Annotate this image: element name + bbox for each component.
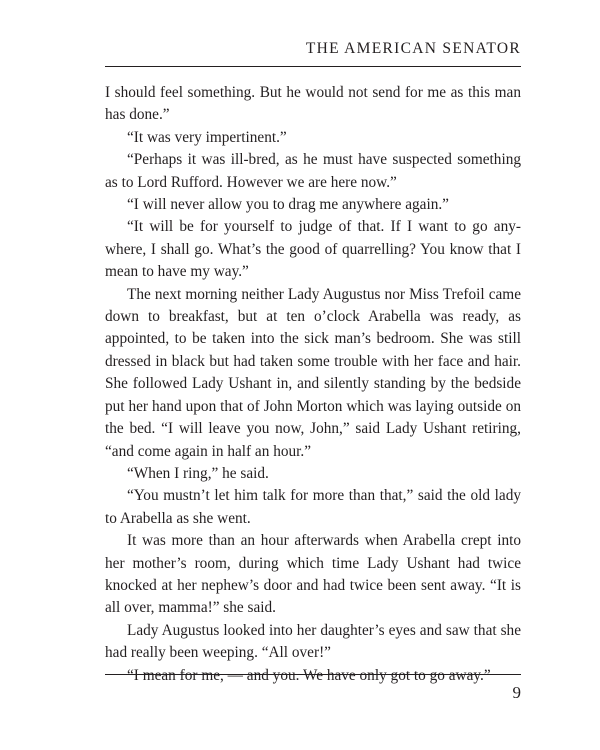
paragraph: “I mean for me, — and you. We have only got to go away.” (127, 666, 491, 684)
paragraph: It was more than an hour afterwards when Arabella crept into her mother’s room, during which time Lady Ushant had twice knocked at her nephew’s door and had twice been sent away. “It is all over, mamma!” she said. (105, 532, 521, 617)
paragraph: “It was very impertinent.” (127, 128, 287, 146)
paragraph: “When I ring,” he said. (127, 464, 269, 482)
running-header-title: THE AMERICAN SENATOR (305, 40, 521, 57)
paragraph: “Perhaps it was ill-bred, as he must have suspected something as to Lord Rufford. However we are here now.” (105, 151, 521, 191)
paragraph: “It will be for yourself to judge of that. If I want to go anywhere, I shall go. What’s the good of quarrelling? You know that I mean to have my way.” (105, 218, 521, 281)
paragraph: Lady Augustus looked into her daughter’s eyes and saw that she had really been weeping. “All over!” (105, 621, 521, 662)
header-rule (105, 66, 521, 67)
paragraph: The next morning neither Lady Augustus nor Miss Trefoil came down to breakfast, but at ten o’clock Arabella was ready, as appointed, to be taken into the sick man’s bedroom. She was still dressed in black but had taken some trouble with her face and hair. She followed Lady Ushant in, and silently standing by the bedside put her hand upon that of John Morton which was laying outside on the bed. “I will leave you now, John,” said Lady Ushant retiring, “and come again in half an hour.” (105, 285, 521, 460)
footer-rule (105, 674, 521, 675)
paragraph: I should feel something. But he would not send for me as this man has done.” (105, 84, 521, 124)
paragraph: “I will never allow you to drag me anywhere again.” (127, 196, 449, 214)
paragraph: “You mustn’t let him talk for more than that,” said the old lady to Arabella as she went. (105, 487, 521, 527)
page-body-text (105, 82, 521, 687)
page-number: 9 (512, 683, 521, 702)
